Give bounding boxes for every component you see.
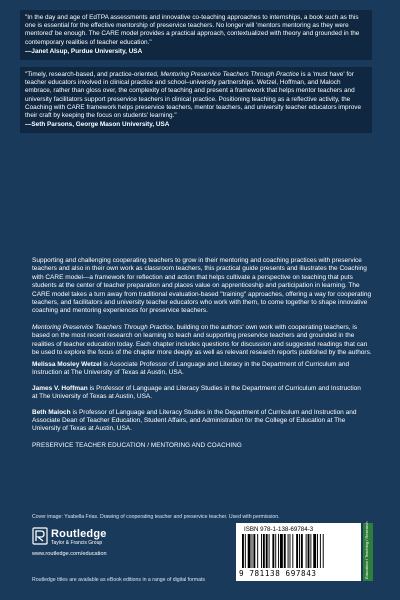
author-name: Beth Maloch <box>32 408 71 416</box>
description-paragraph: Supporting and challenging cooperating teachers to grow in their mentoring and coaching practices with preservice teachers and also in their own work as classroom teachers, this practical guide presents and illustrates the Coaching with CARE model—a framework for reflection and action that helps cultivate a perspective on teaching that puts students at the center of teacher preparation and places value on apprenticeship and participation in learning. The CARE model takes a turn away from traditional evaluation-based "training" approaches, offering a way for cooperating teachers, and facilitators and university teacher educators who work with them, to come together to shape innovative coaching and mentoring experiences for preservice teachers. <box>32 257 372 315</box>
publisher-tagline: Taylor & Francis Group <box>51 540 103 546</box>
book-title: Mentoring Preservice Teachers Through Practice <box>160 71 300 79</box>
author-name: Melissa Mosley Wetzel <box>32 361 102 368</box>
category-tab <box>363 523 373 581</box>
testimonial-block <box>20 10 372 60</box>
category-label: Education / Teaching / Research <box>364 521 369 579</box>
testimonial-attribution: —Seth Parsons, George Mason University, USA <box>25 121 170 129</box>
author-bio-text: is Professor of Language and Literacy Studies in the Department of Curriculum and Instruction and Associate Dean of Teacher Education, Student Affairs, and Administration for the College of Education at The University of Texas at Austin, USA. <box>32 408 357 433</box>
routledge-logo-icon <box>32 527 48 545</box>
author-bio <box>32 409 368 434</box>
author-bio-text: is Associate Professor of Language and Literacy in the Department of Curriculum and Instruction at The University of Texas at Austin, USA. <box>32 361 350 377</box>
quote-text: "Timely, research-based, and practice-oriented, <box>25 71 161 79</box>
testimonial-attribution: —Janet Alsup, Purdue University, USA <box>25 47 143 55</box>
quote-text: is a 'must have' for teacher educators involved in clinical practice and school–university partnerships. Wetzel, Hoffman, and Maloch embrace, rather than gloss over, the complexity of teaching and present a framework that helps mentor teachers and university facilitators support preservice teachers in clinical practice. Positioning teaching as a reflective activity, the Coaching with CARE framework helps preservice teachers, mentor teachers, and university teacher educators improve their craft by keeping the focus on students' learning." <box>25 71 362 120</box>
barcode-icon <box>242 534 354 568</box>
testimonial-quote: "In the day and age of EdTPA assessments and innovative co-teaching approaches to internships, a book such as this one is essential for the effective mentorship of preservice teachers. No longer will 'mentors mentoring as they were mentored' be enough. The CARE model provides a practical approach, contextualized with theory and grounded in the contemporary realities of teacher education." <box>25 14 360 46</box>
author-bios <box>32 361 368 441</box>
testimonial-quote <box>25 71 367 120</box>
isbn-label: ISBN 978-1-138-69784-3 <box>244 526 314 533</box>
author-bio <box>32 385 368 402</box>
description-paragraph <box>32 324 372 358</box>
isbn-digits: 9 781138 697843 <box>239 569 317 578</box>
publisher-name: Routledge <box>51 528 107 540</box>
book-title: Mentoring Preservice Teachers Through Practice <box>32 323 174 331</box>
paragraph-text: , building on the authors' own work with cooperating teachers, is based on the most recent research on learning to teach and supporting preservice teachers and grounded in the realities of teacher education today. Each chapter includes questions for discussion and suggested readings that can be used to explore the focus of the chapter more deeply as well as relevant research reports published by the authors. <box>32 323 372 357</box>
author-bio <box>32 361 368 378</box>
author-bio-text: is Professor of Language and Literacy Studies in the Department of Curriculum and Instruction at The University of Texas at Austin, USA. <box>32 384 361 401</box>
author-name: James V. Hoffman <box>32 384 88 392</box>
ebook-note: Routledge titles are available as eBook editions in a range of digital formats <box>32 577 206 583</box>
isbn-barcode <box>236 523 361 581</box>
book-description <box>32 257 372 365</box>
publisher-logo <box>32 527 152 549</box>
subject-line: PRESERVICE TEACHER EDUCATION / MENTORING AND COACHING <box>32 442 242 449</box>
publisher-website[interactable]: www.routledge.com/education <box>32 551 107 557</box>
testimonial-block <box>20 67 372 133</box>
cover-credit: Cover image: Ysabella Frias. Drawing of cooperating teacher and preservice teacher. Used with permission. <box>32 514 280 520</box>
testimonials <box>20 10 372 140</box>
